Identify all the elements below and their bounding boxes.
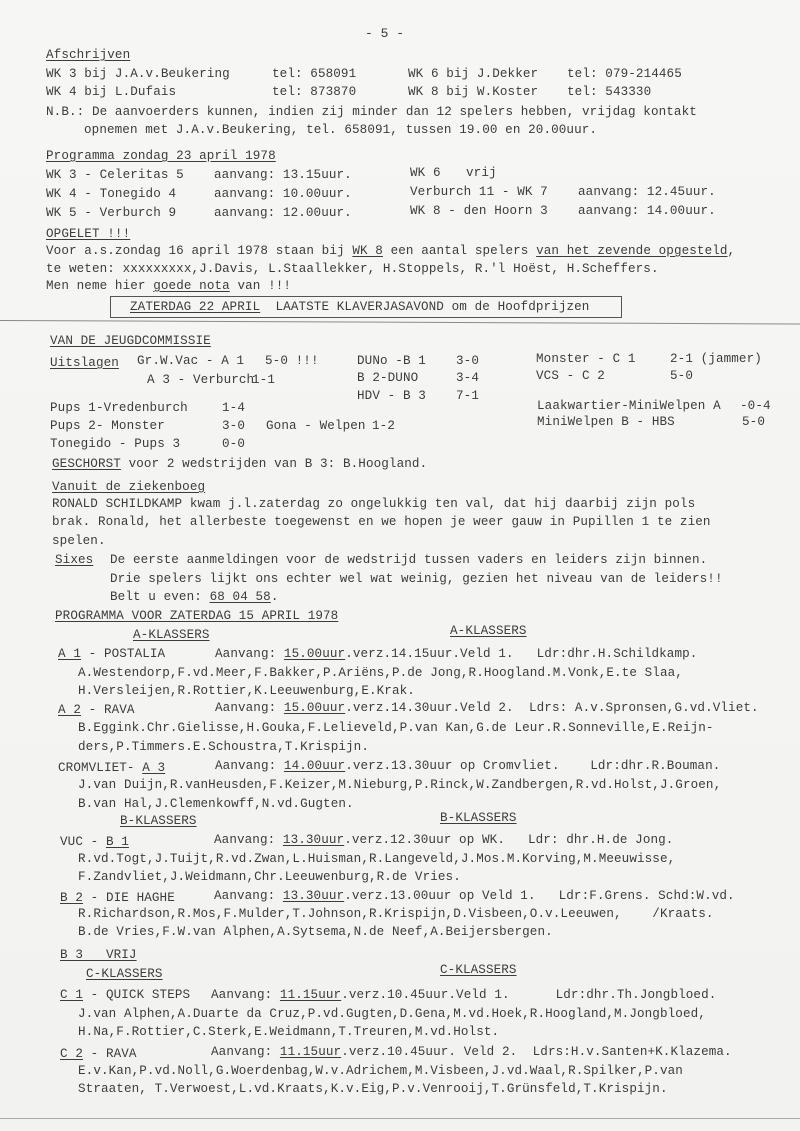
result-miniwelpen-a: Laakwartier-MiniWelpen A (537, 399, 721, 413)
opgelet-text: Voor a.s.zondag 16 april 1978 staan bij (46, 244, 353, 258)
team-a2-header (58, 702, 135, 718)
aanvang-label: Aanvang: (214, 833, 283, 847)
team-a3-players-2: B.van Hal,J.Clemenkowff,N.vd.Gugten. (78, 797, 354, 811)
c-klassers-heading-left: C-KLASSERS (86, 967, 163, 981)
schedule-details: .verz.14.30uur.Veld 2. Ldrs: A.v.Spronsen,G.vd.Vliet. (345, 701, 759, 715)
sixes-line1: De eerste aanmeldingen voor de wedstrijd tussen vaders en leiders zijn binnen. (110, 553, 708, 567)
team-a3-players-1: J.van Duijn,R.vanHeusden,F.Keizer,M.Nieburg,P.Rinck,W.Zandbergen,R.vd.Holst,J.Groen, (78, 778, 722, 792)
team-b3-status: VRIJ (82, 948, 137, 962)
opgelet-text: van !!! (229, 279, 292, 293)
team-b2-label: B 2 (60, 891, 83, 905)
team-a3-schedule (215, 758, 720, 774)
team-a2-players-2: ders,P.Timmers.E.Schoustra,T.Krispijn. (78, 740, 369, 754)
team-b1-players-1: R.vd.Togt,J.Tuijt,R.vd.Zwan,L.Huisman,R.Langeveld,J.Mos.M.Korving,M.Meeuwisse, (78, 852, 676, 866)
contact-wk8-tel: tel: 543330 (567, 85, 652, 99)
opgelet-team: WK 8 (352, 244, 383, 258)
team-c1-players-2: H.Na,F.Rottier,C.Sterk,E.Weidmann,T.Treuren,M.vd.Holst. (78, 1025, 500, 1039)
match-wk6: WK 6 (410, 166, 441, 180)
aanvang-time: 14.00uur (283, 759, 346, 773)
team-c1-schedule (211, 987, 716, 1003)
result-pups1-score: 1-4 (222, 401, 245, 415)
result-a1: Gr.W.Vac - A 1 (137, 354, 245, 368)
match-wk3-time: aanvang: 13.15uur. (214, 168, 352, 182)
result-b1-score: 3-0 (456, 354, 479, 368)
uitslagen-label: Uitslagen (50, 356, 119, 370)
schedule-details: .verz.14.15uur.Veld 1. Ldr:dhr.H.Schildkamp. (345, 647, 698, 661)
schedule-details: .verz.13.00uur op Veld 1. Ldr:F.Grens. Schd:W.vd. (344, 889, 735, 903)
team-c1-label: C 1 (60, 988, 83, 1002)
result-b3: HDV - B 3 (357, 389, 426, 403)
opgelet-line3 (46, 278, 291, 294)
team-c2-players-1: E.v.Kan,P.vd.Noll,G.Woerdenbag,W.v.Adrichem,M.Visbeen,J.vd.Waal,R.Spilker,P.van (78, 1064, 683, 1078)
team-a3-header (58, 760, 165, 776)
nb-note-line2: opnemen met J.A.v.Beukering, tel. 658091, tussen 19.00 en 20.00uur. (84, 123, 598, 137)
team-b2-opponent: - DIE HAGHE (82, 891, 175, 905)
match-wk5-time: aanvang: 12.00uur. (214, 206, 352, 220)
match-wk4: WK 4 - Tonegido 4 (46, 187, 177, 201)
team-a2-opponent: - RAVA (80, 703, 135, 717)
team-a1-players-1: A.Westendorp,F.vd.Meer,F.Bakker,P.Ariëns,P.de Jong,R.Hoogland.M.Vonk,E.te Slaa, (78, 666, 683, 680)
schedule-details: .verz.13.30uur op Cromvliet. Ldr:dhr.R.Bouman. (345, 759, 721, 773)
a-klassers-heading-right: A-KLASSERS (450, 624, 527, 638)
result-c2-score: 5-0 (670, 369, 693, 383)
team-a1-label: A 1 (58, 647, 81, 661)
announcement-text (130, 299, 589, 315)
team-a1-opponent: - POSTALIA (80, 647, 166, 661)
sixes-line2: Drie spelers lijkt ons echter wel wat weinig, gezien het niveau van de leiders!! (110, 572, 723, 586)
nb-note-line1: N.B.: De aanvoerders kunnen, indien zij minder dan 12 spelers hebben, vrijdag kontakt (46, 105, 697, 119)
contact-wk6-tel: tel: 079-214465 (567, 67, 682, 81)
b-klassers-heading-right: B-KLASSERS (440, 811, 517, 825)
result-pups2-score: 3-0 (222, 419, 245, 433)
team-b1-players-2: F.Zandvliet,J.Weidmann,Chr.Leeuwenburg,R.de Vries. (78, 870, 461, 884)
page-bottom-edge (0, 1118, 800, 1119)
contact-wk8: WK 8 bij W.Koster (408, 85, 539, 99)
schedule-details: .verz.10.45uur. Veld 2. Ldrs:H.v.Santen+K.Klazema. (341, 1045, 732, 1059)
result-miniwelpen-b: MiniWelpen B - HBS (537, 415, 675, 429)
contact-wk4: WK 4 bij L.Dufais (46, 85, 177, 99)
team-c1-opponent: - QUICK STEPS (82, 988, 191, 1002)
team-b2-players-2: B.de Vries,F.W.van Alphen,A.Sytsema,N.de Neef,A.Beijersbergen. (78, 925, 553, 939)
ziekenboeg-line3: spelen. (52, 534, 106, 548)
announcement-date: ZATERDAG 22 APRIL (130, 300, 261, 314)
team-b2-schedule (214, 888, 735, 904)
opgelet-text: een aantal spelers (382, 244, 537, 258)
c-klassers-heading-right: C-KLASSERS (440, 963, 517, 977)
match-wk7: Verburch 11 - WK 7 (410, 185, 548, 199)
result-welpen-score: 1-2 (372, 419, 395, 433)
team-c1-header (60, 987, 190, 1003)
result-b1: DUNo -B 1 (357, 354, 426, 368)
aanvang-time: 13.30uur (282, 889, 345, 903)
geschorst-line (52, 456, 427, 472)
opgelet-heading: OPGELET !!! (46, 227, 131, 241)
announcement-body: LAATSTE KLAVERJASAVOND om de Hoofdprijzen (260, 300, 590, 314)
schedule-details: .verz.10.45uur.Veld 1. Ldr:dhr.Th.Jongbloed. (341, 988, 717, 1002)
contact-wk3-tel: tel: 658091 (272, 67, 357, 81)
ziekenboeg-line1: RONALD SCHILDKAMP kwam j.l.zaterdag zo ongelukkig ten val, dat hij daarbij zijn pols (52, 497, 696, 511)
schedule-details: .verz.12.30uur op WK. Ldr: dhr.H.de Jong. (344, 833, 674, 847)
team-a2-label: A 2 (58, 703, 81, 717)
sixes-label: Sixes (55, 553, 94, 567)
team-c1-players-1: J.van Alphen,A.Duarte da Cruz,P.vd.Gugten,D.Gena,M.vd.Hoek,R.Hoogland,M.Jongbloed, (78, 1007, 706, 1021)
match-wk8: WK 8 - den Hoorn 3 (410, 204, 548, 218)
result-welpen: Gona - Welpen (266, 419, 366, 433)
programma-zaterdag-heading: PROGRAMMA VOOR ZATERDAG 15 APRIL 1978 (55, 609, 339, 623)
aanvang-time: 11.15uur (279, 988, 342, 1002)
aanvang-label: Aanvang: (215, 759, 284, 773)
result-c2: VCS - C 2 (536, 369, 605, 383)
opgelet-text: Men neme hier (46, 279, 154, 293)
result-c1-score: 2-1 (jammer) (670, 352, 762, 366)
aanvang-label: Aanvang: (211, 1045, 280, 1059)
aanvang-label: Aanvang: (214, 889, 283, 903)
result-b3-score: 7-1 (456, 389, 479, 403)
team-b1-header (60, 834, 129, 850)
horizontal-divider (0, 320, 800, 324)
result-miniwelpen-a-score: -0-4 (740, 399, 771, 413)
team-c2-opponent: - RAVA (82, 1047, 137, 1061)
match-wk7-time: aanvang: 12.45uur. (578, 185, 716, 199)
belt-prefix: Belt u even: (110, 590, 210, 604)
match-wk5: WK 5 - Verburch 9 (46, 206, 177, 220)
team-a2-schedule (215, 700, 759, 716)
result-pups1: Pups 1-Vredenburch (50, 401, 188, 415)
ziekenboeg-line2: brak. Ronald, het allerbeste toegewenst en we hopen je weer gauw in Pupillen 1 te zien (52, 515, 711, 529)
team-c2-schedule (211, 1044, 732, 1060)
team-b1-opponent: VUC - (60, 835, 106, 849)
result-pups2: Pups 2- Monster (50, 419, 165, 433)
jeugdcommissie-heading: VAN DE JEUGDCOMMISSIE (50, 334, 211, 348)
team-b3-label: B 3 (60, 948, 83, 962)
team-c2-players-2: Straaten, T.Verwoest,L.vd.Kraats,K.v.Eig,P.v.Venrooij,T.Grünsfeld,T.Krispijn. (78, 1082, 668, 1096)
team-a1-header (58, 646, 165, 662)
geschorst-text: voor 2 wedstrijden van B 3: B.Hoogland. (120, 457, 428, 471)
afschrijven-heading: Afschrijven (46, 48, 131, 62)
belt-suffix: . (270, 590, 279, 604)
team-a3-opponent: CROMVLIET- (58, 761, 143, 775)
ziekenboeg-heading: Vanuit de ziekenboeg (52, 480, 206, 494)
geschorst-label: GESCHORST (52, 457, 121, 471)
aanvang-time: 15.00uur (283, 647, 346, 661)
result-b2-score: 3-4 (456, 371, 479, 385)
match-wk3: WK 3 - Celeritas 5 (46, 168, 184, 182)
team-a2-players-1: B.Eggink.Chr.Gielisse,H.Gouka,F.Lelieveld,P.van Kan,G.de Leur.R.Sonneville,E.Reijn- (78, 721, 714, 735)
result-a3-score: 1-1 (252, 373, 275, 387)
team-a3-label: A 3 (142, 761, 166, 775)
aanvang-time: 11.15uur (279, 1045, 342, 1059)
opgelet-text: , (727, 244, 736, 258)
team-c2-header (60, 1046, 137, 1062)
team-b2-players-1: R.Richardson,R.Mos,F.Mulder,T.Johnson,R.Krispijn,D.Visbeen,O.v.Leeuwen, /Kraats. (78, 907, 714, 921)
opgelet-line1 (46, 243, 735, 259)
aanvang-time: 15.00uur (283, 701, 346, 715)
contact-wk3: WK 3 bij J.A.v.Beukering (46, 67, 230, 81)
team-a1-players-2: H.Versleijen,R.Rottier,K.Leeuwenburg,E.Krak. (78, 684, 415, 698)
contact-wk6: WK 6 bij J.Dekker (408, 67, 539, 81)
belt-line (110, 589, 279, 605)
match-wk6-time: vrij (466, 166, 497, 180)
opgelet-emphasis: van het zevende opgesteld (536, 244, 728, 258)
page-number: - 5 - (365, 26, 405, 41)
team-a1-schedule (215, 646, 697, 662)
result-pups3: Tonegido - Pups 3 (50, 437, 181, 451)
team-b1-label: B 1 (105, 835, 129, 849)
b-klassers-heading-left: B-KLASSERS (120, 814, 197, 828)
team-b1-schedule (214, 832, 673, 848)
match-wk4-time: aanvang: 10.00uur. (214, 187, 352, 201)
team-b3-header (60, 947, 137, 963)
aanvang-label: Aanvang: (211, 988, 280, 1002)
result-b2: B 2-DUNO (357, 371, 419, 385)
result-c1: Monster - C 1 (536, 352, 636, 366)
team-c2-label: C 2 (60, 1047, 83, 1061)
team-b2-header (60, 890, 175, 906)
belt-phone-number: 68 04 58 (209, 590, 271, 604)
match-wk8-time: aanvang: 14.00uur. (578, 204, 716, 218)
opgelet-emphasis: goede nota (153, 279, 230, 293)
opgelet-line2: te weten: xxxxxxxxx,J.Davis, L.Staallekker, H.Stoppels, R.'l Hoëst, H.Scheffers. (46, 262, 659, 276)
aanvang-label: Aanvang: (215, 647, 284, 661)
programma-zondag-heading: Programma zondag 23 april 1978 (46, 149, 276, 163)
result-miniwelpen-b-score: 5-0 (742, 415, 765, 429)
result-a1-score: 5-0 !!! (265, 354, 319, 368)
aanvang-label: Aanvang: (215, 701, 284, 715)
contact-wk4-tel: tel: 873870 (272, 85, 357, 99)
a-klassers-heading-left: A-KLASSERS (133, 628, 210, 642)
result-a3: A 3 - Verburch (147, 373, 255, 387)
result-pups3-score: 0-0 (222, 437, 245, 451)
aanvang-time: 13.30uur (282, 833, 345, 847)
